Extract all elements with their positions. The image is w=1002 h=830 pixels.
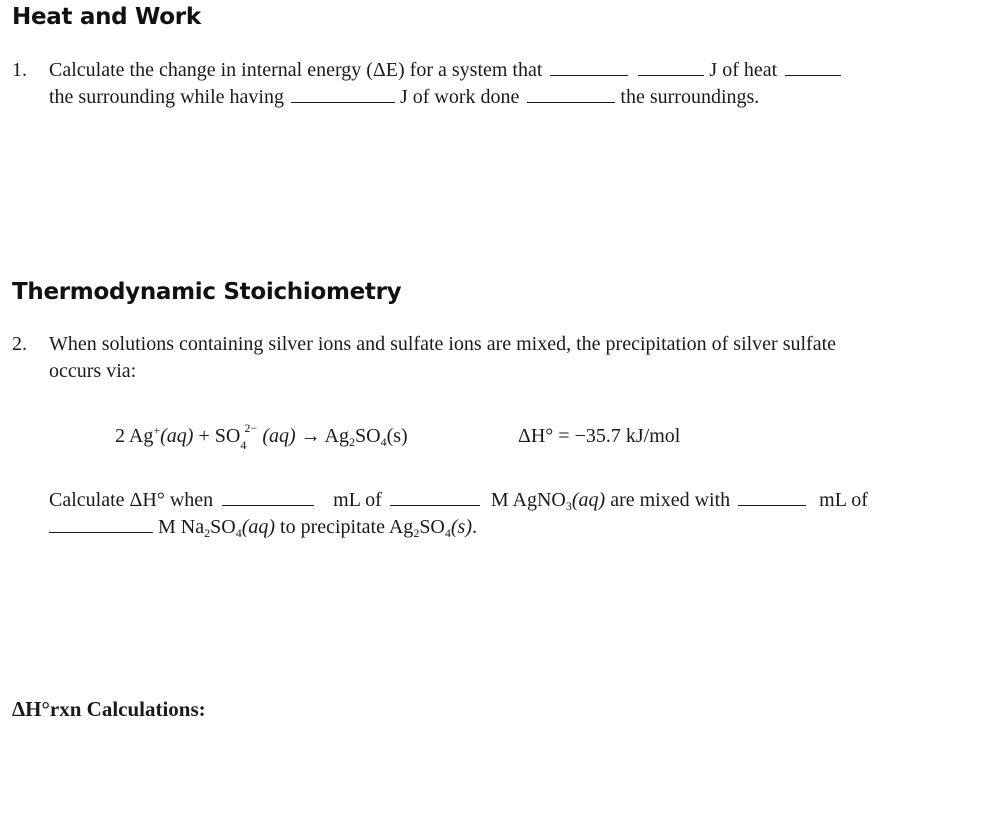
q2-intro-line-1: When solutions containing silver ions and sulfate ions are mixed, the precipitation of silver sulfate: [49, 333, 837, 355]
question-1-number: 1.: [12, 59, 27, 81]
eq-arrow-product: → Ag: [295, 425, 349, 447]
q2-calc-line-1: [49, 487, 868, 514]
so4-subscript: 4: [235, 526, 242, 540]
q1-work-direction-blank[interactable]: [527, 86, 615, 103]
q1-text: J of work done: [399, 86, 520, 108]
eq-aq-state: (aq): [262, 425, 296, 447]
q2-calc-text: mL of: [333, 489, 382, 511]
so4-subscript: 4: [444, 526, 451, 540]
thermodynamic-stoichiometry-heading: Thermodynamic Stoichiometry: [12, 279, 402, 305]
question-1-line-1: [49, 57, 841, 84]
q2-agno3-molarity-blank[interactable]: [390, 489, 480, 506]
eq-product-so: SO: [354, 425, 381, 447]
q2-calc-text: are mixed with: [610, 489, 731, 511]
agno3-subscript: 3: [565, 499, 572, 513]
na2-subscript: 2: [204, 526, 211, 540]
eq-ag-charge: +: [153, 423, 161, 437]
q2-calc-text: M AgNO: [490, 489, 566, 511]
eq-sulfate: + SO: [193, 425, 241, 447]
q1-text: Calculate the change in internal energy (ΔE) for a system that: [49, 59, 543, 81]
q2-na2so4-volume-blank[interactable]: [738, 489, 806, 506]
q1-text: the surroundings.: [620, 86, 760, 108]
q2-aq-state: (aq): [571, 489, 606, 511]
q2-intro-line-2: occurs via:: [49, 360, 137, 382]
question-2-number: 2.: [12, 333, 27, 355]
ag2-subscript: 2: [413, 526, 420, 540]
question-1-line-2: [49, 84, 759, 111]
eq-sulfate-subscript: 4: [240, 438, 247, 452]
heat-and-work-heading: Heat and Work: [12, 4, 201, 30]
q2-aq-state: (aq): [241, 516, 276, 538]
q2-calc-line-2: [49, 514, 477, 541]
q2-calc-text: mL of: [819, 489, 868, 511]
eq-sulfate-charge: 2−: [244, 421, 258, 435]
q2-calc-text: to precipitate Ag: [280, 516, 414, 538]
enthalpy-value: ΔH° = −35.7 kJ/mol: [518, 425, 681, 447]
eq-sulfate-sub-sup: [240, 423, 262, 450]
q2-calc-text: SO: [210, 516, 236, 538]
eq-solid-state: (s): [386, 425, 408, 447]
q1-work-amount-blank[interactable]: [291, 86, 395, 103]
q1-text: J of heat: [709, 59, 778, 81]
q1-heat-direction-blank[interactable]: [785, 59, 841, 76]
q2-agno3-volume-blank[interactable]: [222, 489, 314, 506]
q1-text: the surrounding while having: [49, 86, 284, 108]
q2-calc-text: SO: [419, 516, 445, 538]
eq-ag2-subscript: 2: [348, 435, 355, 449]
q1-heat-amount-blank-2[interactable]: [638, 59, 704, 76]
rxn-calculations-heading: ΔH°rxn Calculations:: [12, 697, 206, 721]
eq-product-so4-subscript: 4: [380, 435, 387, 449]
q2-calc-text: M Na: [158, 516, 205, 538]
eq-aq-state: (aq): [160, 425, 194, 447]
q2-solid-state: (s): [450, 516, 472, 538]
eq-ag-ion: 2 Ag: [115, 425, 154, 447]
q2-calc-text: Calculate ΔH° when: [49, 489, 214, 511]
reaction-equation: [115, 423, 408, 450]
q2-period: .: [472, 516, 477, 538]
q2-na2so4-molarity-blank[interactable]: [49, 516, 153, 533]
q1-heat-amount-blank[interactable]: [550, 59, 628, 76]
